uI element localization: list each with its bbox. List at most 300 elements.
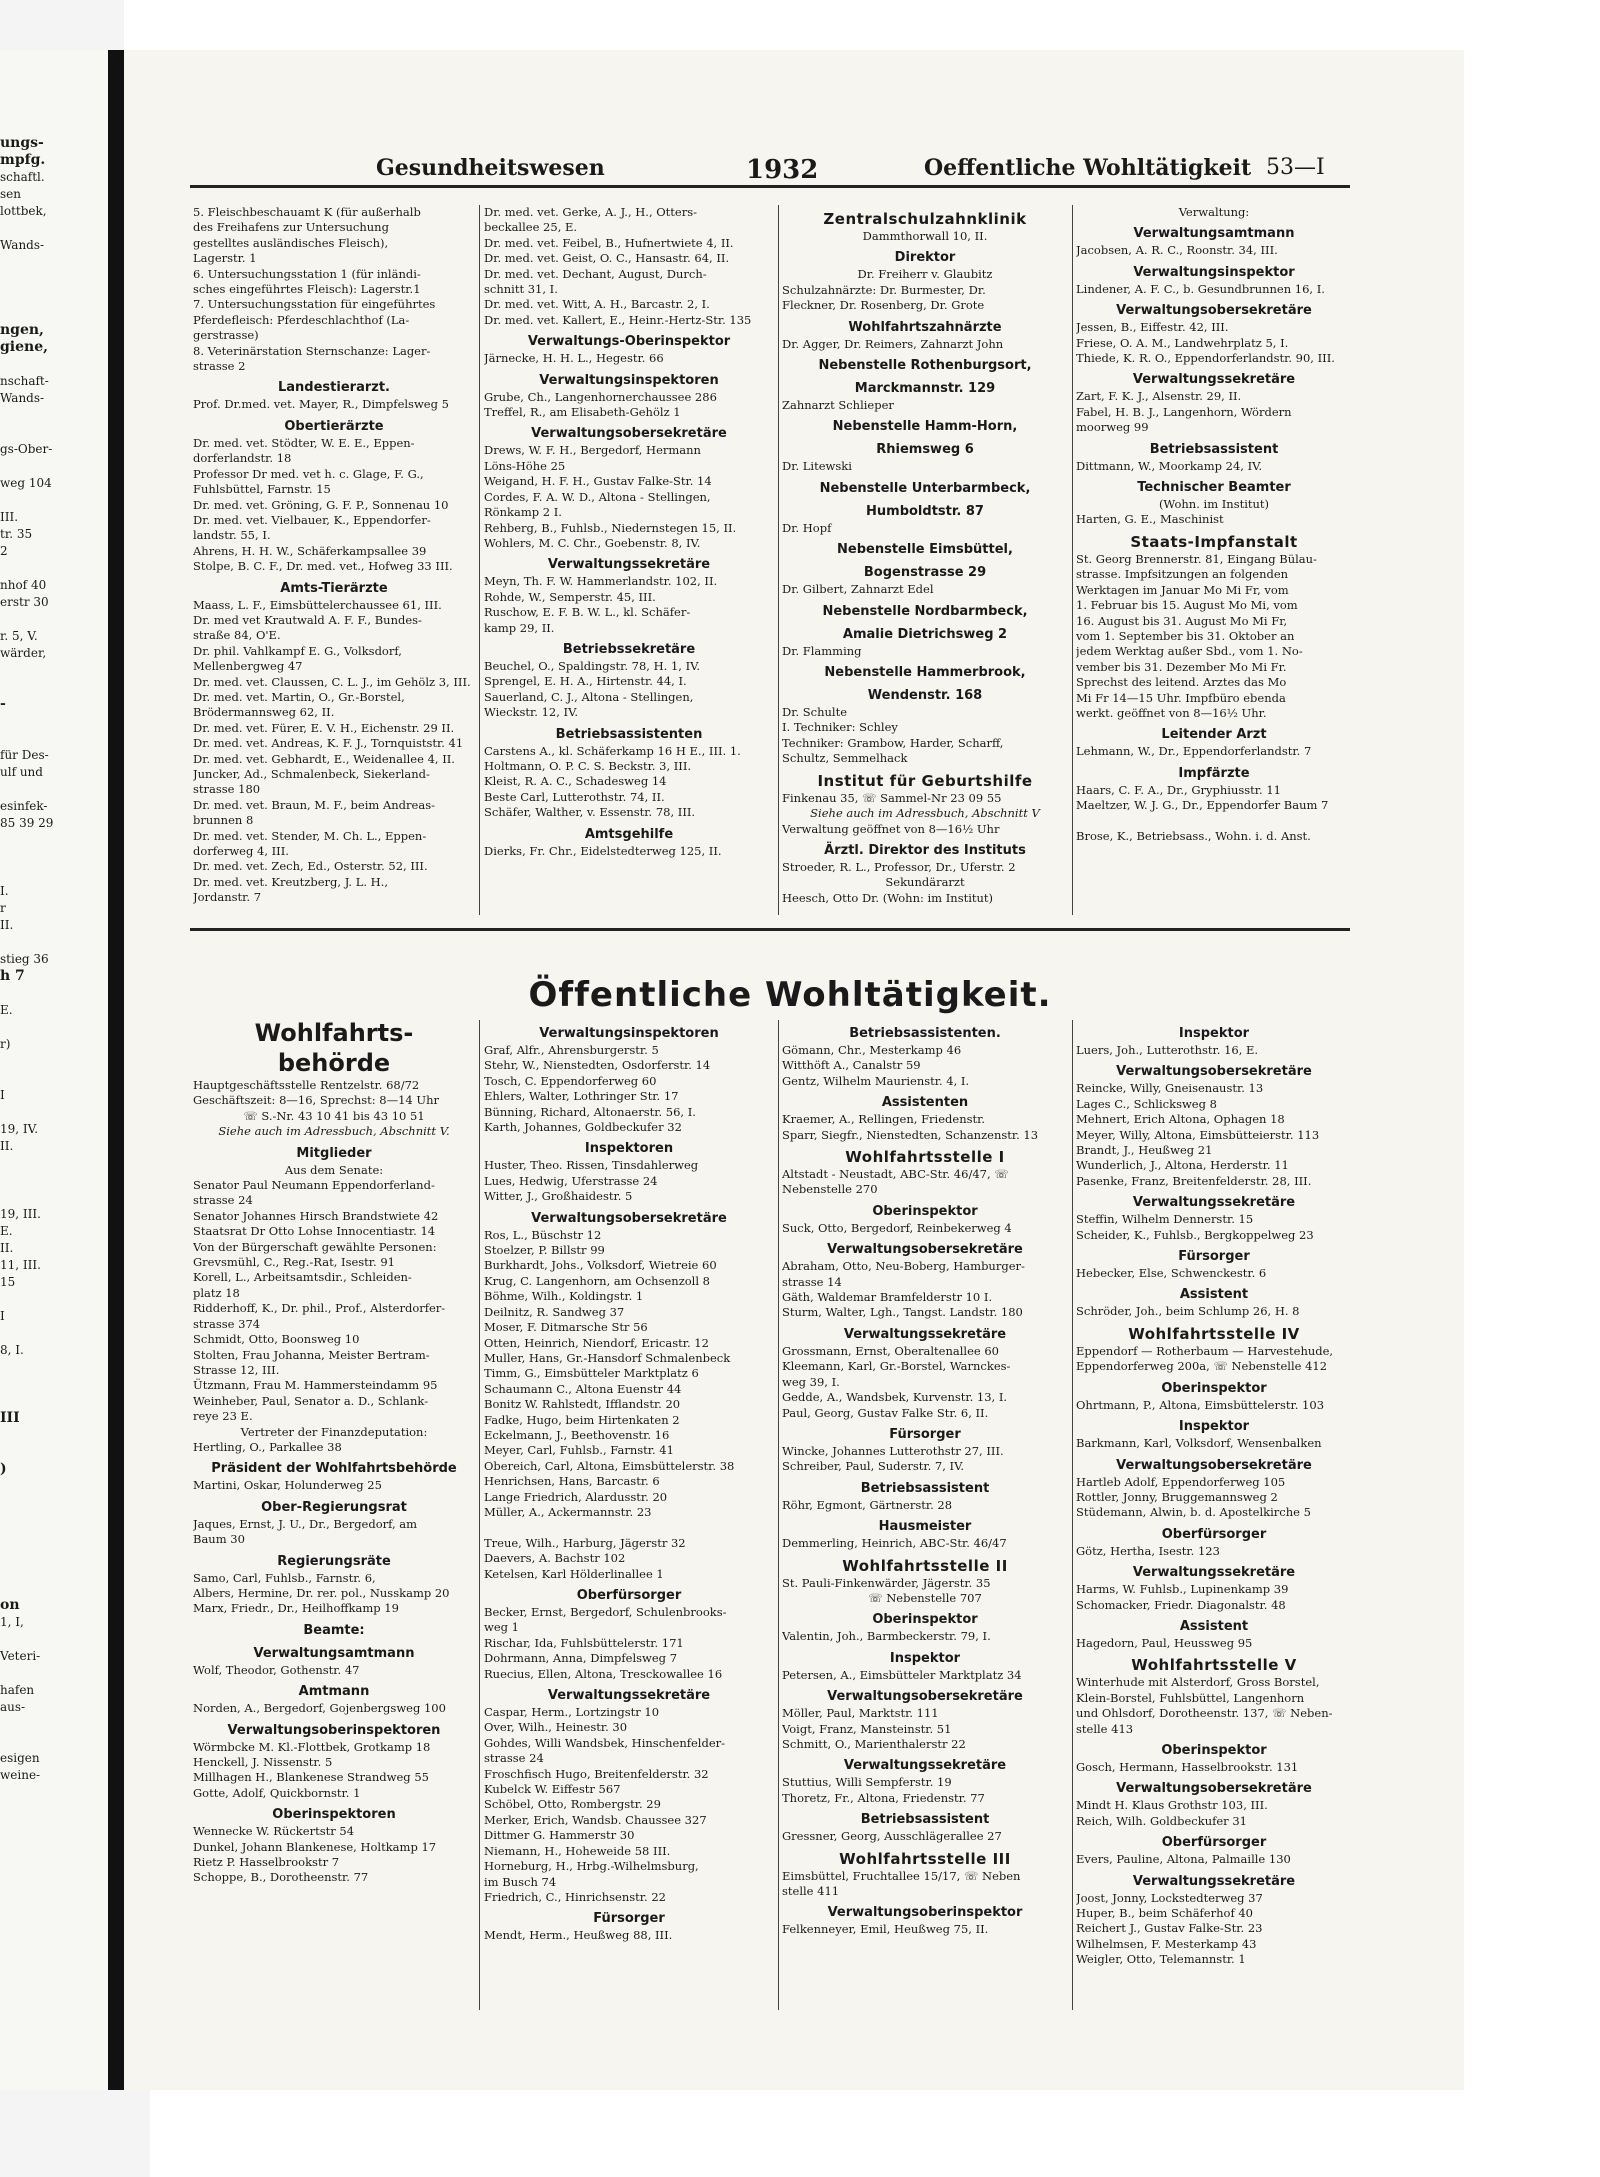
subheading: Verwaltungssekretäre — [1132, 1873, 1296, 1889]
previous-page-fragment — [0, 1529, 108, 1546]
subheading: Oberinspektor — [1161, 1742, 1267, 1758]
directory-entry: Weigand, H. F. H., Gustav Falke-Str. 14 — [484, 474, 712, 489]
directory-entry: Fadke, Hugo, beim Hirtenkaten 2 — [484, 1412, 680, 1427]
header-section-left: Gesundheitswesen — [376, 155, 605, 181]
previous-page-fragment: tr. 35 — [0, 527, 33, 541]
previous-page-fragment: erstr 30 — [0, 595, 49, 609]
directory-entry: strasse 24 — [484, 1751, 544, 1766]
subheading: Verwaltungssekretäre — [843, 1326, 1007, 1342]
directory-entry: Schöbel, Otto, Rombergstr. 29 — [484, 1797, 661, 1812]
directory-entry: vom 1. September bis 31. Oktober an — [1076, 628, 1295, 643]
previous-page-fragment — [0, 730, 108, 747]
directory-entry: Reich, Wilh. Goldbeckufer 31 — [1076, 1813, 1247, 1828]
subheading: Verwaltungsinspektor — [1133, 264, 1295, 280]
subheading: Verwaltungsobersekretäre — [1116, 1064, 1312, 1080]
previous-page-fragment: II. — [0, 1241, 14, 1255]
directory-entry: werkt. geöffnet von 8—16½ Uhr. — [1076, 705, 1267, 720]
subheading: Inspektoren — [584, 1141, 674, 1157]
subheading: Regierungsräte — [277, 1553, 391, 1569]
subheading: Verwaltungsobersekretäre — [531, 1210, 727, 1226]
directory-entry: Moser, F. Ditmarsche Str 56 — [484, 1320, 648, 1335]
directory-entry: Jacobsen, A. R. C., Roonstr. 34, III. — [1076, 243, 1278, 258]
directory-entry: Rottler, Jonny, Bruggemannsweg 2 — [1076, 1489, 1278, 1504]
subheading: Verwaltungsamtmann — [253, 1645, 415, 1661]
directory-entry: Weigler, Otto, Telemannstr. 1 — [1076, 1952, 1246, 1967]
directory-entry: Schmidt, Otto, Boonsweg 10 — [193, 1332, 360, 1347]
directory-entry: reye 23 E. — [193, 1409, 253, 1424]
directory-entry: Kleist, R. A. C., Schadesweg 14 — [484, 774, 667, 789]
directory-entry: Holtmann, O. P. C. S. Beckstr. 3, III. — [484, 758, 692, 773]
directory-entry: Gömann, Chr., Mesterkamp 46 — [782, 1043, 962, 1057]
directory-entry: Verwaltung geöffnet von 8—16½ Uhr — [782, 821, 1000, 836]
directory-entry: Reincke, Willy, Gneisenaustr. 13 — [1076, 1081, 1264, 1096]
directory-entry: Fabel, H. B. J., Langenhorn, Wördern — [1076, 404, 1292, 419]
directory-entry: Wolf, Theodor, Gothenstr. 47 — [193, 1662, 360, 1677]
previous-page-fragment: r) — [0, 1037, 11, 1051]
directory-entry: Winterhude mit Alsterdorf, Gross Borstel, — [1076, 1675, 1320, 1690]
subheading: Assistenten — [881, 1095, 969, 1111]
directory-entry: Werktagen im Januar Mo Mi Fr, vom — [1076, 582, 1289, 597]
directory-entry: Möller, Paul, Marktstr. 111 — [782, 1706, 939, 1721]
previous-page-fragment — [0, 781, 108, 798]
section-heading: Wohlfahrtsstelle V — [1131, 1656, 1297, 1675]
subheading: Humboldtstr. 87 — [866, 503, 984, 519]
previous-page-fragment: ngen, — [0, 322, 44, 338]
previous-page-fragment: lottbek, — [0, 204, 47, 218]
right-margin — [1464, 0, 1600, 2177]
directory-note: Dammthorwall 10, II. — [862, 229, 988, 243]
directory-entry: Dr. Flamming — [782, 643, 862, 658]
top-column-3 — [782, 205, 1068, 905]
subheading: Bogenstrasse 29 — [863, 565, 987, 581]
previous-page-fragment: 19, IV. — [0, 1122, 39, 1136]
subheading: Nebenstelle Nordbarmbeck, — [822, 603, 1028, 619]
directory-entry: Ridderhoff, K., Dr. phil., Prof., Alsterdorfer- — [193, 1301, 446, 1316]
subheading: Verwaltungssekretäre — [1132, 1565, 1296, 1581]
subheading: Verwaltungs-Oberinspektor — [527, 334, 731, 350]
previous-page-fragment: E. — [0, 1224, 13, 1238]
directory-entry: Paul, Georg, Gustav Falke Str. 6, II. — [782, 1405, 989, 1420]
section-heading: Wohlfahrtsstelle I — [845, 1148, 1005, 1167]
subheading: Verwaltungsoberinspektoren — [227, 1722, 441, 1738]
directory-note: Siehe auch im Adressbuch, Abschnitt V — [810, 806, 1040, 821]
column-divider — [778, 205, 779, 915]
previous-page-fragment — [0, 866, 108, 883]
directory-entry: Mellenbergweg 47 — [193, 659, 303, 674]
directory-entry: Dr. phil. Vahlkampf E. G., Volksdorf, — [193, 643, 402, 658]
previous-page-fragment: I — [0, 1088, 5, 1102]
directory-entry: Dr. Hopf — [782, 520, 832, 535]
directory-entry: Obereich, Carl, Altona, Eimsbüttelerstr. 38 — [484, 1458, 735, 1473]
directory-entry: Dr. med. vet. Stödter, W. E. E., Eppen- — [193, 435, 415, 450]
subheading: Technischer Beamter — [1137, 480, 1291, 496]
directory-entry: Suck, Otto, Bergedorf, Reinbekerweg 4 — [782, 1220, 1012, 1235]
directory-entry: Wincke, Johannes Lutterothstr 27, III. — [782, 1443, 1004, 1458]
directory-entry: Dr. med vet Krautwald A. F. F., Bundes- — [193, 612, 422, 627]
previous-page-fragment — [0, 288, 108, 305]
previous-page-fragment: sen — [0, 187, 21, 201]
column-divider — [479, 205, 480, 915]
previous-page-fragment: nhof 40 — [0, 578, 47, 592]
directory-entry: Sprengel, E. H. A., Hirtenstr. 44, I. — [484, 674, 687, 689]
subheading: Betriebsassistent — [1149, 441, 1279, 457]
subheading: Wohlfahrtszahnärzte — [848, 319, 1002, 335]
directory-entry: Froschfisch Hugo, Breitenfelderstr. 32 — [484, 1766, 709, 1781]
directory-entry: Rehberg, B., Fuhlsb., Niedernstegen 15, II. — [484, 520, 737, 535]
directory-note: Dr. Freiherr v. Glaubitz — [857, 267, 993, 282]
directory-entry: Gohdes, Willi Wandsbek, Hinschenfelder- — [484, 1735, 726, 1750]
subheading: Direktor — [894, 250, 956, 266]
previous-page-fragment — [0, 832, 108, 849]
directory-entry: Dunkel, Johann Blankenese, Holtkamp 17 — [193, 1839, 437, 1854]
previous-page-fragment — [0, 1053, 108, 1070]
directory-entry: Gentz, Wilhelm Maurienstr. 4, I. — [782, 1073, 970, 1088]
directory-entry: landstr. 55, I. — [193, 528, 271, 543]
directory-entry: Schultz, Semmelhack — [782, 751, 908, 766]
previous-page-fragment — [0, 679, 108, 696]
previous-page-fragment: gs-Ober- — [0, 442, 53, 456]
bottom-column-3 — [782, 1020, 1068, 2010]
previous-page-fragment — [0, 1291, 108, 1308]
previous-page-fragment: weine- — [0, 1768, 41, 1782]
directory-entry: Fleckner, Dr. Rosenberg, Dr. Grote — [782, 298, 985, 313]
previous-page-fragment — [0, 1189, 108, 1206]
directory-entry: Wilhelmsen, F. Mesterkamp 43 — [1076, 1936, 1257, 1951]
previous-page-fragment — [0, 1070, 108, 1087]
directory-entry: Eppendorferweg 200a, ☏ Nebenstelle 412 — [1076, 1359, 1328, 1374]
directory-entry: Sturm, Walter, Lgh., Tangst. Landstr. 180 — [782, 1305, 1023, 1320]
previous-page-fragment: esigen — [0, 1751, 40, 1765]
previous-page-fragment: E. — [0, 1003, 13, 1017]
subheading: Assistent — [1179, 1287, 1249, 1303]
directory-entry: 1. Februar bis 15. August Mo Mi, vom — [1076, 598, 1298, 613]
directory-entry: Voigt, Franz, Mansteinstr. 51 — [782, 1721, 952, 1736]
directory-entry: Stolten, Frau Johanna, Meister Bertram- — [193, 1347, 430, 1362]
previous-page-fragment: ungs- — [0, 135, 44, 151]
subheading: Betriebsassistent — [860, 1480, 990, 1496]
directory-entry: Mindt H. Klaus Grothstr 103, III. — [1076, 1798, 1268, 1813]
directory-entry: Lages C., Schlicksweg 8 — [1076, 1096, 1217, 1111]
directory-entry: Dr. med. vet. Gerke, A. J., H., Otters- — [484, 205, 698, 219]
directory-entry: Brose, K., Betriebsass., Wohn. i. d. Anst. — [1076, 828, 1311, 843]
subheading: Verwaltungsobersekretäre — [531, 426, 727, 442]
directory-entry: Dr. med. vet. Witt, A. H., Barcastr. 2, I. — [484, 297, 710, 312]
directory-entry: Grevsmühl, C., Reg.-Rat, Isestr. 91 — [193, 1255, 395, 1270]
directory-entry: Henrichsen, Hans, Barcastr. 6 — [484, 1474, 660, 1489]
directory-entry: Pferdefleisch: Pferdeschlachthof (La- — [193, 312, 410, 327]
directory-entry: strasse. Impfsitzungen an folgenden — [1076, 567, 1289, 582]
directory-entry: Brandt, J., Heußweg 21 — [1076, 1143, 1213, 1158]
directory-note: Siehe auch im Adressbuch, Abschnitt V. — [218, 1124, 450, 1139]
previous-page-fragment: ) — [0, 1461, 7, 1477]
directory-entry: Dr. med. vet. Zech, Ed., Osterstr. 52, III. — [193, 859, 428, 874]
directory-entry: Zart, F. K. J., Alsenstr. 29, II. — [1076, 389, 1242, 404]
subheading: Nebenstelle Unterbarmbeck, — [819, 480, 1031, 496]
directory-entry: Ehlers, Walter, Lothringer Str. 17 — [484, 1089, 679, 1104]
subheading: Verwaltungsoberinspektor — [827, 1905, 1023, 1921]
directory-entry: Stüdemann, Alwin, b. d. Apostelkirche 5 — [1076, 1505, 1311, 1520]
directory-entry: Hartleb Adolf, Eppendorferweg 105 — [1076, 1474, 1286, 1489]
previous-page-fragment: stieg 36 — [0, 952, 49, 966]
previous-page-fragment: nschaft- — [0, 374, 49, 388]
directory-entry: Järnecke, H. H. L., Hegestr. 66 — [484, 351, 664, 366]
directory-entry: Wörmbcke M. Kl.-Flottbek, Grotkamp 18 — [193, 1739, 431, 1754]
subheading: Oberfürsorger — [1161, 1835, 1267, 1851]
directory-entry: Prof. Dr.med. vet. Mayer, R., Dimpfelsweg 5 — [193, 397, 449, 412]
directory-entry: stelle 413 — [1076, 1721, 1134, 1736]
directory-entry: Gosch, Hermann, Hasselbrookstr. 131 — [1076, 1759, 1299, 1774]
directory-entry: Witthöft A., Canalstr 59 — [782, 1058, 921, 1073]
header-rule — [190, 185, 1350, 188]
directory-entry: Juncker, Ad., Schmalenbeck, Siekerland- — [193, 767, 430, 781]
directory-entry: Dr. med. vet. Dechant, August, Durch- — [484, 266, 707, 281]
previous-page-fragment — [0, 1546, 108, 1563]
directory-entry: Dr. Schulte — [782, 705, 848, 720]
previous-page-fragment: - — [0, 696, 6, 712]
previous-page-fragment: 2 — [0, 544, 8, 558]
directory-entry: Dittmer G. Hammerstr 30 — [484, 1828, 635, 1843]
directory-entry: Otten, Heinrich, Niendorf, Ericastr. 12 — [484, 1335, 709, 1350]
directory-entry: Ros, L., Büschstr 12 — [484, 1227, 602, 1242]
directory-entry: Dr. Litewski — [782, 459, 852, 474]
subheading: Verwaltungsamtmann — [1133, 226, 1295, 242]
directory-entry: Kleemann, Karl, Gr.-Borstel, Warnckes- — [782, 1359, 1011, 1374]
directory-entry: Schäfer, Walther, v. Essenstr. 78, III. — [484, 805, 696, 820]
directory-entry: Mehnert, Erich Altona, Ophagen 18 — [1076, 1112, 1285, 1127]
directory-entry: Maeltzer, W. J. G., Dr., Eppendorfer Baum 7 — [1076, 798, 1329, 813]
directory-entry: Mi Fr 14—15 Uhr. Impfbüro ebenda — [1076, 690, 1286, 705]
directory-entry: Heesch, Otto Dr. (Wohn: im Institut) — [782, 890, 994, 905]
directory-entry: 6. Untersuchungsstation 1 (für inländi- — [193, 266, 421, 281]
directory-entry: Haars, C. F. A., Dr., Gryphiusstr. 11 — [1076, 782, 1281, 797]
directory-entry: Stuttius, Willi Sempferstr. 19 — [782, 1775, 952, 1790]
previous-page-fragment — [0, 305, 108, 322]
section-heading: behörde — [277, 1049, 391, 1077]
previous-page-fragment — [0, 1393, 108, 1410]
previous-page-fragment — [0, 560, 108, 577]
previous-page-fragment: r — [0, 901, 6, 915]
subheading: Oberfürsorger — [576, 1588, 682, 1603]
directory-entry: Beuchel, O., Spaldingstr. 78, H. 1, IV. — [484, 658, 701, 673]
previous-page-fragment: Veteri- — [0, 1649, 41, 1663]
directory-entry: Wieckstr. 12, IV. — [484, 705, 579, 720]
directory-entry: Ützmann, Frau M. Hammersteindamm 95 — [193, 1378, 438, 1393]
directory-entry: Sprechst des leitend. Arztes das Mo — [1076, 675, 1287, 690]
directory-entry: Karth, Johannes, Goldbeckufer 32 — [484, 1120, 682, 1135]
directory-entry: Götz, Hertha, Isestr. 123 — [1076, 1543, 1220, 1558]
directory-entry — [1076, 814, 1352, 829]
subheading: Nebenstelle Eimsbüttel, — [837, 542, 1013, 558]
subheading: Inspektor — [1178, 1419, 1250, 1435]
previous-page-fragment: on — [0, 1597, 20, 1613]
directory-entry: Dr. med. vet. Fürer, E. V. H., Eichenstr. 29 II. — [193, 720, 455, 735]
previous-page-fragment — [0, 254, 108, 271]
previous-page-fragment: wärder, — [0, 646, 47, 660]
section-heading: Wohlfahrtsstelle III — [839, 1849, 1011, 1868]
directory-entry: Nebenstelle 270 — [782, 1182, 878, 1197]
directory-entry: 8. Veterinärstation Sternschanze: Lager- — [193, 343, 431, 358]
subheading: Ärztl. Direktor des Instituts — [824, 842, 1026, 858]
subheading: Verwaltungsobersekretäre — [827, 1689, 1023, 1705]
directory-entry: Wennecke W. Rückertstr 54 — [193, 1824, 355, 1839]
directory-entry: Millhagen H., Blankenese Strandweg 55 — [193, 1770, 429, 1785]
subheading: Landestierarzt. — [278, 380, 390, 396]
section-rule — [190, 928, 1350, 931]
directory-entry: strasse 374 — [193, 1316, 261, 1331]
directory-entry: Sparr, Siegfr., Nienstedten, Schanzenstr. 13 — [782, 1127, 1039, 1142]
directory-entry: strasse 24 — [193, 1193, 253, 1208]
subheading: Oberfürsorger — [1161, 1526, 1267, 1542]
directory-entry: sches eingeführtes Fleisch): Lagerstr.1 — [193, 282, 421, 297]
directory-entry: Sauerland, C. J., Altona - Stellingen, — [484, 689, 694, 704]
previous-page-fragment — [0, 934, 108, 951]
directory-entry: St. Georg Brennerstr. 81, Eingang Bülau- — [1076, 551, 1317, 566]
directory-entry: Dittmann, W., Moorkamp 24, IV. — [1076, 458, 1263, 473]
previous-page-fragment: II. — [0, 1139, 14, 1153]
directory-entry: Von der Bürgerschaft gewählte Personen: — [193, 1239, 437, 1254]
directory-entry: vember bis 31. Dezember Mo Mi Fr. — [1076, 659, 1287, 674]
directory-entry: Valentin, Joh., Barmbeckerstr. 79, I. — [782, 1629, 991, 1644]
previous-page-fragment — [0, 271, 108, 288]
subheading: Wendenstr. 168 — [867, 688, 983, 704]
directory-entry: Martini, Oskar, Holunderweg 25 — [193, 1478, 382, 1493]
previous-page-fragment: aus- — [0, 1700, 26, 1714]
top-column-1 — [193, 205, 475, 905]
directory-entry: Witter, J., Großhaidestr. 5 — [484, 1189, 633, 1204]
section-heading: Zentralschulzahnklinik — [823, 210, 1027, 228]
directory-entry: Luers, Joh., Lutterothstr. 16, E. — [1076, 1043, 1259, 1057]
directory-entry: dorferweg 4, III. — [193, 844, 289, 859]
previous-page-fragment — [0, 356, 108, 373]
directory-entry: Steffin, Wilhelm Dennerstr. 15 — [1076, 1212, 1254, 1227]
directory-entry: Treue, Wilh., Harburg, Jägerstr 32 — [484, 1535, 686, 1550]
directory-entry: Becker, Ernst, Bergedorf, Schulenbrooks- — [484, 1605, 727, 1619]
directory-entry: Meyer, Willy, Altona, Eimsbütteierstr. 113 — [1076, 1127, 1320, 1142]
directory-entry: I. Techniker: Schley — [782, 720, 898, 735]
directory-entry: Ahrens, H. H. W., Schäferkampsallee 39 — [193, 543, 427, 558]
previous-page-fragment — [0, 1376, 108, 1393]
directory-entry: Baum 30 — [193, 1532, 245, 1547]
directory-entry: Eckelmann, J., Beethovenstr. 16 — [484, 1427, 670, 1442]
previous-page-edge — [0, 50, 108, 2090]
directory-entry: Thiede, K. R. O., Eppendorferlandstr. 90, III. — [1076, 351, 1335, 366]
directory-entry: Meyn, Th. F. W. Hammerlandstr. 102, II. — [484, 574, 718, 589]
previous-page-fragment: 85 39 29 — [0, 816, 54, 830]
subheading: Betriebssekretäre — [562, 641, 696, 657]
directory-entry: Dr. med. vet. Vielbauer, K., Eppendorfer- — [193, 512, 431, 527]
directory-entry: Dr. med. vet. Geist, O. C., Hansastr. 64, II. — [484, 251, 730, 266]
subheading: Präsident der Wohlfahrtsbehörde — [211, 1461, 457, 1477]
previous-page-fragment: mpfg. — [0, 152, 46, 168]
previous-page-fragment: Wands- — [0, 238, 45, 252]
subheading: Verwaltungsinspektoren — [539, 372, 719, 388]
previous-page-fragment — [0, 1512, 108, 1529]
directory-entry: Harms, W. Fuhlsb., Lupinenkamp 39 — [1076, 1582, 1289, 1597]
previous-page-fragment: 11, III. — [0, 1258, 41, 1272]
subheading: Oberinspektor — [872, 1612, 978, 1628]
directory-entry: Wunderlich, J., Altona, Herderstr. 11 — [1076, 1158, 1289, 1173]
previous-page-fragment: esinfek- — [0, 799, 48, 813]
previous-page-fragment — [0, 1580, 108, 1597]
directory-entry: Eppendorf — Rotherbaum — Harvestehude, — [1076, 1343, 1334, 1358]
directory-note: Vertreter der Finanzdeputation: — [240, 1424, 428, 1439]
directory-entry: Dr. med. vet. Kreutzberg, J. L. H., — [193, 874, 389, 889]
directory-entry: Drews, W. F. H., Bergedorf, Hermann — [484, 443, 701, 458]
subheading: Verwaltungsobersekretäre — [1116, 1457, 1312, 1473]
directory-entry: Demmerling, Heinrich, ABC-Str. 46/47 — [782, 1536, 1007, 1551]
directory-entry: Röhr, Egmont, Gärtnerstr. 28 — [782, 1497, 953, 1512]
bottom-column-4 — [1076, 1020, 1352, 2010]
subheading: Beamte: — [303, 1622, 365, 1638]
directory-entry: Lehmann, W., Dr., Eppendorferlandstr. 7 — [1076, 744, 1312, 759]
directory-entry: Gressner, Georg, Ausschlägerallee 27 — [782, 1829, 1002, 1844]
subheading: Marckmannstr. 129 — [854, 381, 996, 397]
directory-entry: Lues, Hedwig, Uferstrasse 24 — [484, 1173, 658, 1188]
previous-page-fragment — [0, 662, 108, 679]
directory-entry: Henckell, J. Nissenstr. 5 — [193, 1755, 333, 1769]
previous-page-fragment: 1, I, — [0, 1615, 24, 1629]
directory-entry: Stoelzer, P. Billstr 99 — [484, 1243, 605, 1258]
section-title: Öffentliche Wohltätigkeit. — [528, 975, 1052, 1015]
previous-page-fragment — [0, 1019, 108, 1036]
previous-page-fragment: hafen — [0, 1683, 35, 1697]
directory-entry: strasse 180 — [193, 782, 261, 797]
directory-entry: St. Pauli-Finkenwärder, Jägerstr. 35 — [782, 1575, 991, 1590]
directory-entry: Samo, Carl, Fuhlsb., Farnstr. 6, — [193, 1570, 376, 1585]
subheading: Inspektor — [1178, 1026, 1250, 1041]
directory-entry: strasse 2 — [193, 359, 246, 374]
directory-entry: Eimsbüttel, Fruchtallee 15/17, ☏ Neben — [782, 1868, 1021, 1883]
directory-entry: Evers, Pauline, Altona, Palmaille 130 — [1076, 1852, 1291, 1867]
directory-entry: Dr. med. vet. Kallert, E., Heinr.-Hertz-Str. 135 — [484, 312, 752, 327]
previous-page-fragment — [0, 1716, 108, 1733]
previous-page-fragment: II. — [0, 918, 14, 932]
directory-entry: Techniker: Grambow, Harder, Scharff, — [782, 735, 1004, 750]
bottom-column-2 — [484, 1020, 774, 2010]
directory-entry: Dr. Gilbert, Zahnarzt Edel — [782, 582, 934, 597]
directory-entry: Dohrmann, Anna, Dimpfelsweg 7 — [484, 1651, 678, 1666]
directory-entry: Gotte, Adolf, Quickbornstr. 1 — [193, 1785, 361, 1800]
previous-page-fragment — [0, 1427, 108, 1444]
column-divider — [1072, 205, 1073, 915]
top-margin — [124, 0, 1464, 50]
directory-entry: moorweg 99 — [1076, 420, 1149, 435]
previous-page-fragment — [0, 849, 108, 866]
subheading: Inspektor — [889, 1650, 961, 1666]
directory-entry: Kraemer, A., Rellingen, Friedenstr. — [782, 1112, 986, 1127]
directory-entry: dorferlandstr. 18 — [193, 451, 292, 466]
directory-entry: Professor Dr med. vet h. c. Glage, F. G., — [193, 466, 424, 481]
directory-entry: brunnen 8 — [193, 813, 254, 828]
directory-entry: Bonitz W. Rahlstedt, Ifflandstr. 20 — [484, 1397, 681, 1412]
directory-entry: Strasse 12, III. — [193, 1362, 280, 1377]
directory-entry: Albers, Hermine, Dr. rer. pol., Nusskamp 20 — [193, 1585, 450, 1600]
header-section-right: Oeffentliche Wohltätigkeit — [924, 155, 1252, 181]
directory-entry: Schomacker, Friedr. Diagonalstr. 48 — [1076, 1597, 1286, 1612]
directory-entry: Ruschow, E. F. B. W. L., kl. Schäfer- — [484, 605, 691, 620]
subheading: Assistent — [1179, 1618, 1249, 1634]
directory-entry: Norden, A., Bergedorf, Gojenbergsweg 100 — [193, 1701, 446, 1716]
directory-entry: Gedde, A., Wandsbek, Kurvenstr. 13, I. — [782, 1390, 1008, 1405]
directory-entry: weg 39, I. — [782, 1374, 840, 1389]
directory-entry: Bünning, Richard, Altonaerstr. 56, I. — [484, 1104, 696, 1119]
directory-entry: Schoppe, B., Dorotheenstr. 77 — [193, 1870, 369, 1885]
directory-entry: platz 18 — [193, 1285, 240, 1300]
subheading: Betriebsassistenten. — [849, 1026, 1001, 1041]
directory-entry: Dr. med. vet. Claussen, C. L. J., im Gehölz 3, III. — [193, 674, 471, 689]
subheading: Leitender Arzt — [1161, 727, 1267, 743]
directory-entry: Stolpe, B. C. F., Dr. med. vet., Hofweg 33 III. — [193, 559, 453, 574]
